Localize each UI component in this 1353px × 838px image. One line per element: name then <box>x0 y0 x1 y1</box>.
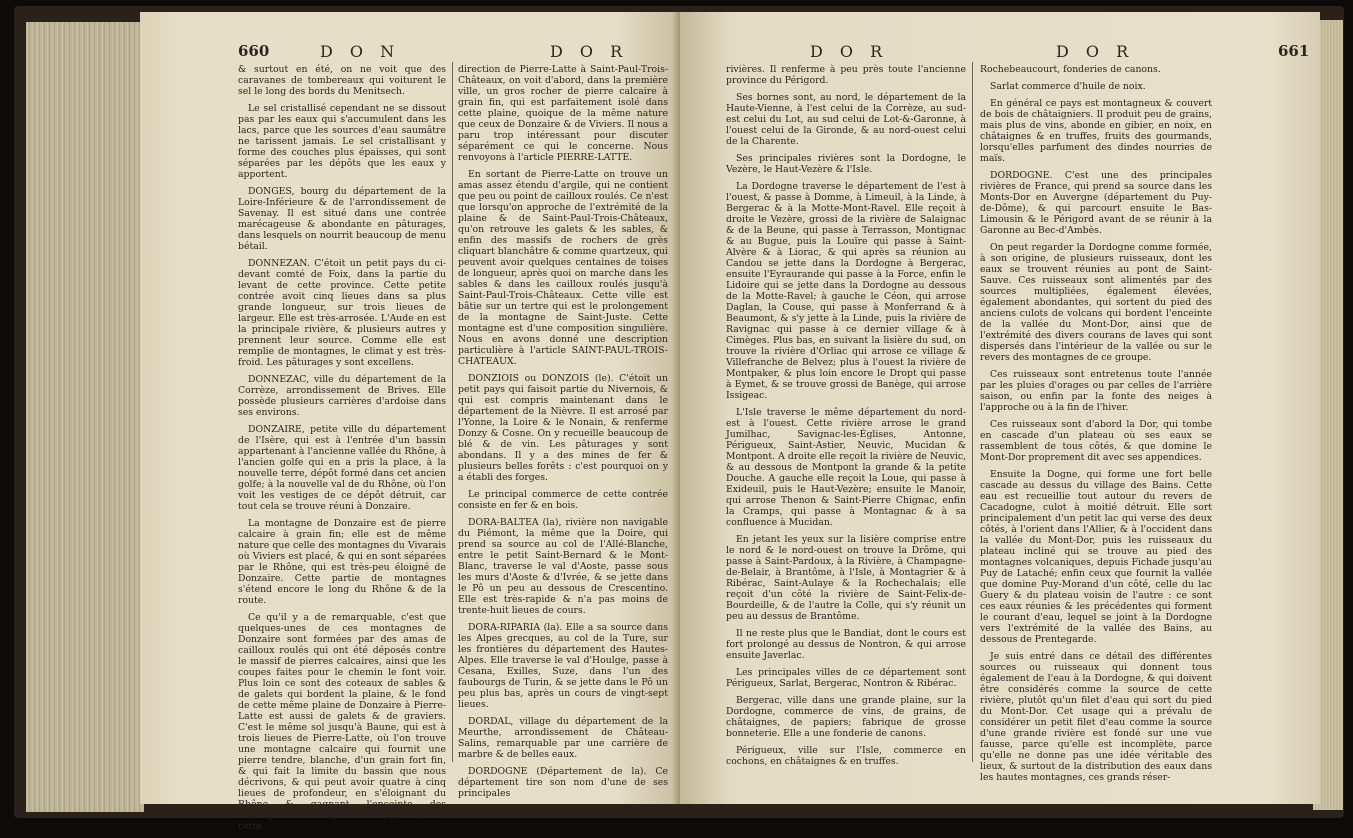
paragraph: DORDOGNE (Département de la). Ce département tire son nom d'une de ses principales <box>458 766 668 799</box>
right-page <box>680 12 1320 804</box>
paragraph: On peut regarder la Dordogne comme formée, à son origine, de plusieurs ruisseaux, dont les eaux se trouvent réunies au pont de Saint-Sauve. Ces ruisseaux sont alimentés par des sources multipliées, également élevées, également abondantes, qui sortent du pied des anciens culots de volcans qui bordent l'enceinte de la vallée du Mont-Dor, ainsi que de l'extrémité des divers courans de laves qui sont dispersés dans l'intérieur de la vallée ou sur le revers des montagnes de ce groupe. <box>980 242 1212 363</box>
text-column-1 <box>238 64 446 838</box>
paragraph: DORA-RIPARIA (la). Elle a sa source dans les Alpes grecques, au col de la Ture, sur les frontières du département des Hautes-Alpes. Elle traverse le val d'Houlge, passe à Cesana, Exilles, Suze, dans l'un des faubourgs de Turin, & se jette dans le Pô un peu plus bas, après un cours de vingt-sept lieues. <box>458 622 668 710</box>
column-rule <box>972 62 973 762</box>
paragraph: Ce qu'il y a de remarquable, c'est que quelques-unes de ces montagnes de Donzaire sont formées par des amas de cailloux roulés qui ont été déposés contre le massif de pierres calcaires, ainsi que les coupes faites pour le chemin le font voir. Plus loin ce sont des coteaux de sables & de galets qui bordent la plaine, & le fond de cette même plaine de Donzaire à Pierre-Latte est aussi de galets & de graviers. C'est le même sol jusqu'à Baune, qui est à trois lieues de Pierre-Latte, où l'on trouve une montagne calcaire qui fournit une pierre tendre, blanche, d'un grain fort fin, & qui fait la limite du bassin que nous décrivons, & qui peut avoir quatre à cinq lieues de profondeur, en s'éloignant du Rhône & gagnant l'enceinte des montagnes. Si l'on parcourt la plaine dans cette <box>238 612 446 832</box>
paragraph: rivières. Il renferme à peu près toute l'ancienne province du Périgord. <box>726 64 966 86</box>
paragraph: Les principales villes de ce département sont Périgueux, Sarlat, Bergerac, Nontron & Ribérac. <box>726 667 966 689</box>
paragraph: Bergerac, ville dans une grande plaine, sur la Dordogne, commerce de vins, de grains, de châtaignes, de papiers; fabrique de grosse bonneterie. Elle a une fonderie de canons. <box>726 695 966 739</box>
paragraph: DONZAIRE, petite ville du département de l'Isère, qui est à l'entrée d'un bassin appartenant à l'ancienne vallée du Rhône, à l'ancien golfe qui en a pris la place, à la nouvelle terre, dépôt formé dans cet ancien golfe; à la nouvelle val de du Rhône, où l'on voit les vestiges de ce dépôt détruit, car tout cela se trouve réuni à Donzaire. <box>238 424 446 512</box>
running-head: D O R <box>1056 42 1135 61</box>
paragraph: La montagne de Donzaire est de pierre calcaire à grain fin; elle est de même nature que celle des montagnes du Vivarais où Viviers est placé, & qui en sont séparées par le Rhône, qui est très-peu éloigné de Donzaire. Cette partie de montagnes s'étend encore le long du Rhône & de la route. <box>238 518 446 606</box>
page-number: 661 <box>1278 42 1310 60</box>
text-column-2 <box>980 64 1212 789</box>
paragraph: DONGES, bourg du département de la Loire-Inférieure & de l'arrondissement de Savenay. Il est situé dans une contrée marécageuse & abondante en pâturages, dans lesquels on nourrit beaucoup de menu bétail. <box>238 186 446 252</box>
column-rule <box>452 62 453 762</box>
running-head: D O R <box>810 42 889 61</box>
text-column-1 <box>726 64 966 773</box>
paragraph: DONNEZAC, ville du département de la Corrèze, arrondissement de Brives. Elle possède plusieurs carrières d'ardoise dans ses environs. <box>238 374 446 418</box>
paragraph: En général ce pays est montagneux & couvert de bois de châtaigniers. Il produit peu de grains, mais plus de vins, abonde en gibier, en noix, en châtaignes & en truffes, fruits des gourmands, lorsqu'elles parfument des dindes nourries de maïs. <box>980 98 1212 164</box>
paragraph: Le principal commerce de cette contrée consiste en fer & en bois. <box>458 489 668 511</box>
paragraph: DONNEZAN. C'étoit un petit pays du ci-devant comté de Foix, dans la partie du levant de cette province. Cette petite contrée avoit cinq lieues dans sa plus grande longueur, sur trois lieues de largeur. Elle est très-arrosée. L'Aude en est la principale rivière, & plusieurs autres y prennent leur source. Comme elle est remplie de montagnes, le climat y est très-froid. Les pâturages y sont excellens. <box>238 258 446 368</box>
paragraph: Ses principales rivières sont la Dordogne, le Vezère, le Haut-Vezère & l'Isle. <box>726 153 966 175</box>
paragraph: En jetant les yeux sur la lisière comprise entre le nord & le nord-ouest on trouve la Drôme, qui passe à Saint-Pardoux, à la Rivière, à Champagne-de-Belair, à Brantôme, à l'Isle, à Montagrier & à Ribérac, Saint-Aulaye & la Rochechalais; elle reçoit d'un côté la rivière de Saint-Felix-de-Bourdeille, & de l'autre la Colle, qui s'y réunit un peu au dessus de Brantôme. <box>726 534 966 622</box>
paragraph: Sarlat commerce d'huile de noix. <box>990 81 1146 92</box>
paragraph: DORA-BALTEA (la), rivière non navigable du Piémont, la même que la Doire, qui prend sa source au col de l'Allé-Blanche, entre le petit Saint-Bernard & le Mont-Blanc, traverse le val d'Aoste, passe sous les murs d'Aoste & d'Ivrée, & se jette dans le Pô un peu au dessous de Crescentino. Elle est très-rapide & n'a pas moins de trente-huit lieues de cours. <box>458 517 668 616</box>
paragraph: DONZIOIS ou DONZOIS (le). C'étoit un petit pays qui faisoit partie du Nivernois, & qui est compris maintenant dans le département de la Nièvre. Il est arrosé par l'Yonne, la Loire & le Nonain, & renferme Donzy & Cosne. On y recueille beaucoup de blé & de vin. Les pâturages y sont abondans. Il y a des mines de fer & plusieurs belles forêts : c'est pourquoi on y a établi des forges. <box>458 373 668 483</box>
paragraph: & surtout en été, on ne voit que des caravanes de tombereaux qui voiturent le sel le long des bords du Menitsech. <box>238 64 446 97</box>
text-column-2 <box>458 64 668 805</box>
paragraph: DORDOGNE. C'est une des principales rivières de France, qui prend sa source dans les Monts-Dor en Auvergne (département du Puy-de-Dôme), & qui parcourt ensuite le Bas-Limousin & le Périgord avant de se réunir à la Garonne au Bec-d'Ambès. <box>980 170 1212 236</box>
page-number: 660 <box>238 42 270 60</box>
paragraph: Ces ruisseaux sont entretenus toute l'année par les pluies d'orages ou par celles de l'arrière saison, ou enfin par la fonte des neiges à l'approche ou à la fin de l'hiver. <box>980 369 1212 413</box>
paragraph: Ensuite la Dogne, qui forme une fort belle cascade au dessus du village des Bains. Cette eau est recueillie tout autour du revers de Cacadogne, culot à moitié détruit. Elle sort principalement d'un petit lac qui verse des deux côtés, à l'orient dans l'Allier, & à l'occident dans la vallée du Mont-Dor, puis les ruisseaux du plateau incliné qui se trouve au pied des montagnes volcaniques, depuis Fichade jusqu'au Puy de Lataché; enfin ceux que fournit la vallée que domine Puy-Morand d'un côté, celle du lac Guery & du plateau voisin de l'autre : ce sont ces eaux réunies & les précédentes qui forment le courant d'eau, lequel se joint à la Dordogne vers l'extrémité de la vallée des Bains, au dessous de Prentegarde. <box>980 469 1212 645</box>
paragraph: Périgueux, ville sur l'Isle, commerce en cochons, en châtaignes & en truffes. <box>726 745 966 767</box>
running-head: D O N <box>320 42 401 61</box>
paragraph: Ses bornes sont, au nord, le département de la Haute-Vienne, à l'est celui de la Corrèze, au sud-est celui du Lot, au sud celui de Lot-&-Garonne, à l'ouest celui de la Gironde, & au nord-ouest celui de la Charente. <box>726 92 966 147</box>
paragraph: L'Isle traverse le même département du nord-est à l'ouest. Cette rivière arrose le grand Jumilhac, Savignac-les-Églises, Antonne, Périgueux, Saint-Astier, Neuvic, Mucidan & Montpont. A droite elle reçoit la rivière de Neuvic, & au dessous de Montpont la grande & la petite Douche. A gauche elle reçoit la Loue, qui passe à Exideuil, puis le Haut-Vezère; ensuite le Manoir, qui arrose Thenon & Saint-Pierre Chignac, enfin la Cramps, qui passe à Montagnac & à sa confluence à Mucidan. <box>726 407 966 528</box>
paragraph: Il ne reste plus que le Bandiat, dont le cours est fort prolongé au dessus de Nontron, & qui arrose ensuite Javerlac. <box>726 628 966 661</box>
paragraph: Je suis entré dans ce détail des différentes sources ou ruisseaux qui donnent tous également de l'eau à la Dordogne, & qui doivent être considérés comme la source de cette rivière, plutôt qu'un filet d'eau qui sort du pied du Mont-Dor. Cet usage qui a prévalu de considérer un petit filet d'eau comme la source d'une grande rivière est fondé sur une vue fausse, parce qu'elle est incomplète, parce qu'elle ne donne pas une idée véritable des lieux, & surtout de la distribution des eaux dans les hautes montagnes, ces grands réser- <box>980 651 1212 783</box>
running-head: D O R <box>550 42 629 61</box>
paragraph: Rochebeaucourt, fonderies de canons. <box>980 64 1161 75</box>
paragraph: La Dordogne traverse le département de l'est à l'ouest, & passe à Domme, à Limeuil, à la Linde, à Bergerac & à la Motte-Mont-Ravel. Elle reçoit à droite le Vezère, grossi de la rivière de Salaignac & de la Beune, qui passe à Terrasson, Montignac & au Bugue, puis la Louïre qui passe à Saint-Alvère & à Liorac, & qui après sa réunion au Candou se jette dans la Dordogne à Bergerac, ensuite l'Eyraurande qui passe à la Force, enfin le Lidoire qui se jette dans la Dordogne au dessous de la Motte-Ravel; à gauche le Céon, qui arrose Daglan, la Couse, qui passe à Monferrand & à Beaumont, & s'y jette à la Linde, puis la rivière de Ravignac qui passe à ce dernier village & à Cimèges. Plus bas, en suivant la lisière du sud, on trouve la rivière d'Orliac qui arrose ce village & Villefranche de Belvez; plus à l'ouest la rivière de Montpaker, & plus loin encore le Dropt qui passe à Eymet, & se trouve grossi de Banège, qui arrose Issigeac. <box>726 181 966 401</box>
paragraph: En sortant de Pierre-Latte on trouve un amas assez étendu d'argile, qui ne contient que peu ou point de cailloux roulés. Ce n'est que lorsqu'on approche de l'extrémité de la plaine & de Saint-Paul-Trois-Châteaux, qu'on retrouve les galets & les sables, & enfin des massifs de rochers de grès cliquart blanchâtre & comme quartzeux, qui peuvent avoir quelques centaines de toises de longueur, après quoi on marche dans les sables & dans les cailloux roulés jusqu'à Saint-Paul-Trois-Châteaux. Cette ville est bâtie sur un tertre qui est le prolongement de la montagne de Saint-Juste. Cette montagne est d'une composition singulière. Nous en avons donné une description particulière à l'article SAINT-PAUL-TROIS-CHATEAUX. <box>458 169 668 367</box>
left-page <box>140 12 680 832</box>
paragraph: direction de Pierre-Latte à Saint-Paul-Trois-Châteaux, on voit d'abord, dans la première ville, un gros rocher de pierre calcaire à grain fin, qui est parfaitement isolé dans cette plaine, quoique de la même nature que ceux de Donzaire & de Viviers. Il nous a paru trop intéressant pour discuter séparément ce qui le concerne. Nous renvoyons à l'article PIERRE-LATTE. <box>458 64 668 163</box>
paragraph: Ces ruisseaux sont d'abord la Dor, qui tombe en cascade d'un plateau où ses eaux se rassemblent de tous côtés, & que domine le Mont-Dor proprement dit avec ses appendices. <box>980 419 1212 463</box>
page-edges-left <box>26 22 144 812</box>
paragraph: Le sel cristallisé cependant ne se dissout pas par les eaux qui s'accumulent dans les lacs, parce que les sources d'eau saumâtre ne tarissent jamais. Le sel cristallisant y forme des couches plus épaisses, qui sont séparées par les dépôts que les eaux y apportent. <box>238 103 446 180</box>
paragraph: DORDAL, village du département de la Meurthe, arrondissement de Château-Salins, remarquable par une carrière de marbre & de belles eaux. <box>458 716 668 760</box>
